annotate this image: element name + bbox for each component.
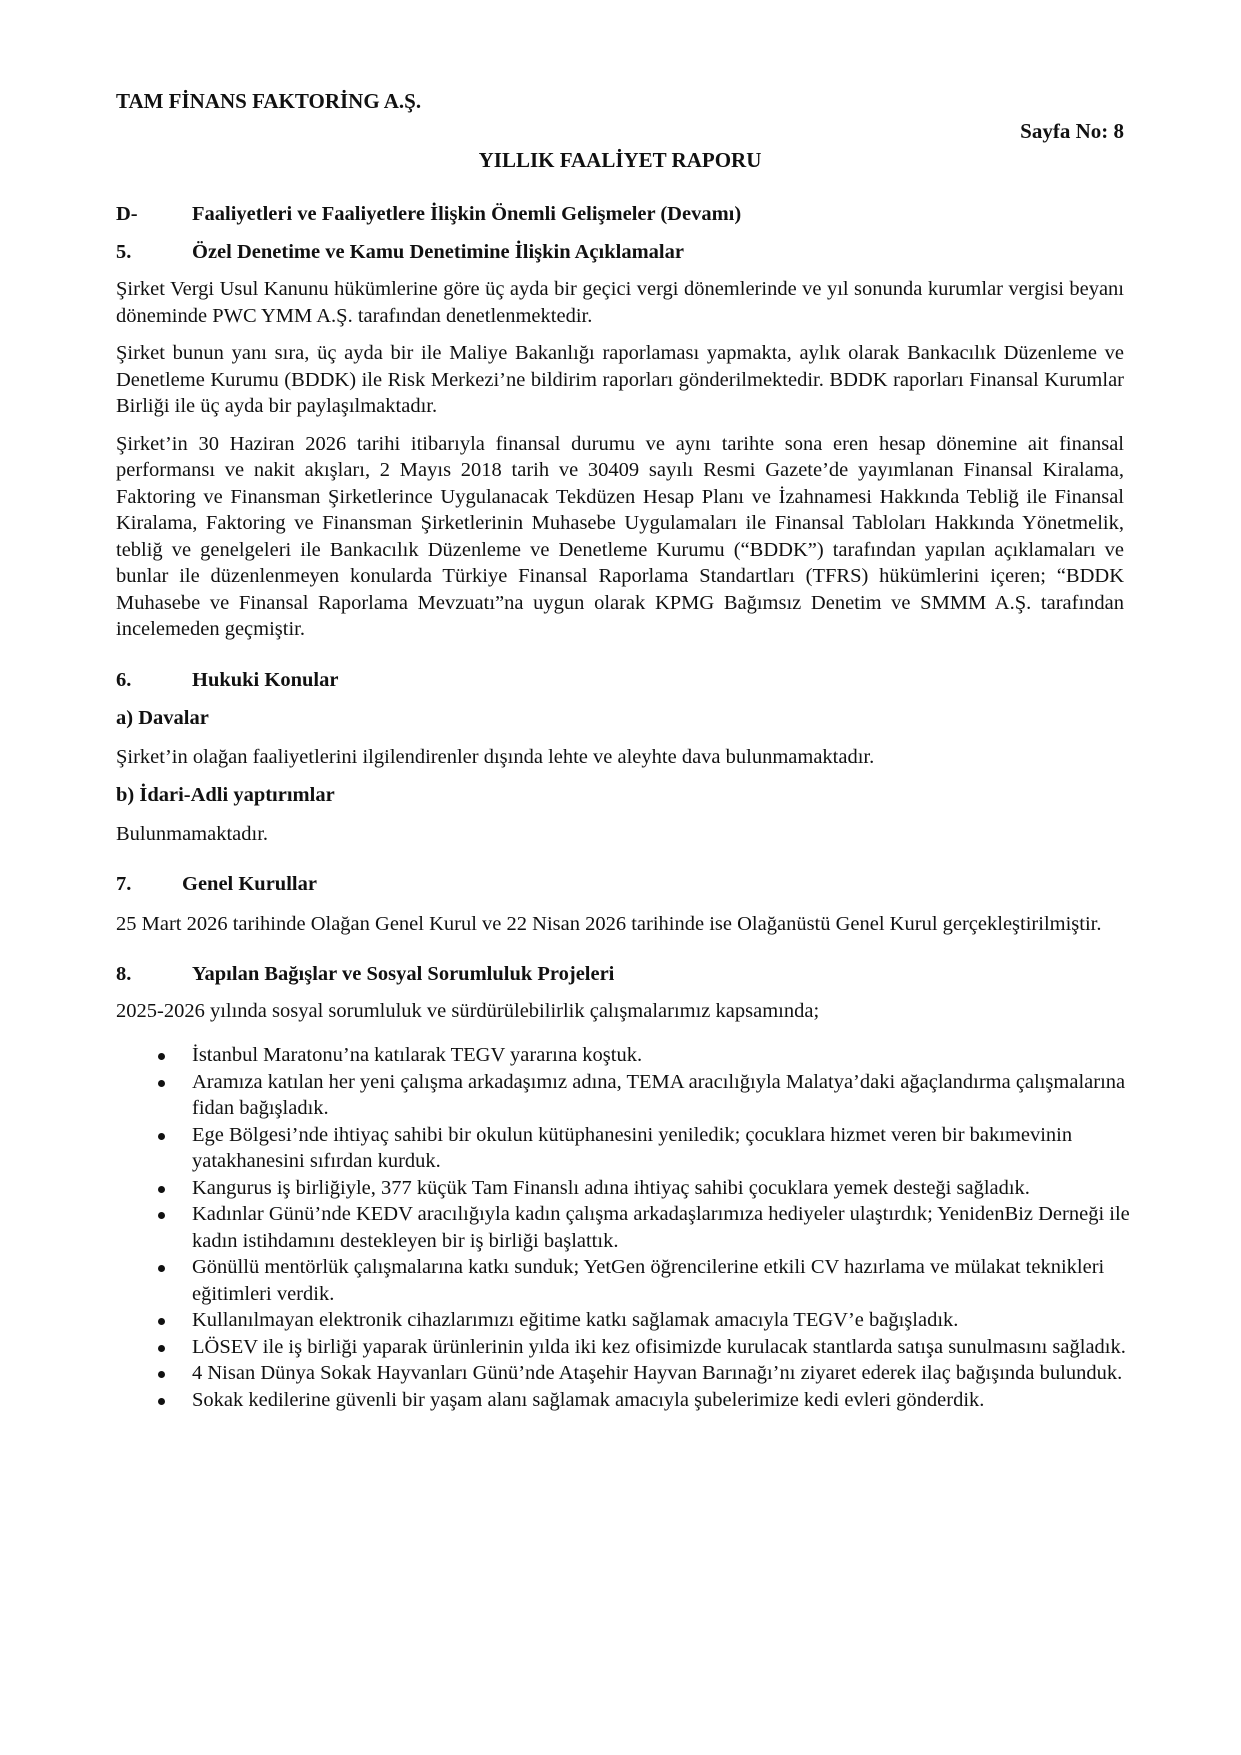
bullet-icon bbox=[158, 1133, 165, 1140]
section-7-title: Genel Kurullar bbox=[182, 873, 317, 895]
section-8-intro: 2025-2026 yılında sosyal sorumluluk ve sürdürülebilirlik çalışmalarımız kapsamında; bbox=[116, 999, 820, 1022]
bullet-icon bbox=[158, 1053, 165, 1060]
section-d-number: D- bbox=[116, 203, 138, 225]
section-7-text: 25 Mart 2026 tarihinde Olağan Genel Kurul ve 22 Nisan 2026 tarihinde ise Olağanüstü Genel Kurul gerçekleştirilmiştir. bbox=[116, 912, 1102, 935]
section-8-number: 8. bbox=[116, 963, 132, 985]
document-page bbox=[116, 88, 1130, 1413]
section-5-number: 5. bbox=[116, 240, 132, 263]
bullet-icon bbox=[158, 1265, 165, 1272]
section-7-heading bbox=[116, 871, 1124, 898]
list-item-text: Aramıza katılan her yeni çalışma arkadaşımız adına, TEMA aracılığıyla Malatya’daki ağaçlandırma çalışmalarına fidan bağışladık. bbox=[192, 1070, 1126, 1119]
section-6-number: 6. bbox=[116, 668, 132, 691]
section-5-heading bbox=[116, 239, 1124, 266]
section-6-title: Hukuki Konular bbox=[192, 668, 339, 691]
section-6a-text: Şirket’in olağan faaliyetlerini ilgilendirenler dışında lehte ve aleyhte dava bulunmamaktadır. bbox=[116, 745, 875, 768]
section-8-title: Yapılan Bağışlar ve Sosyal Sorumluluk Projeleri bbox=[192, 963, 615, 985]
section-6b-text: Bulunmamaktadır. bbox=[116, 822, 269, 845]
list-item-text: Sokak kedilerine güvenli bir yaşam alanı sağlamak amacıyla şubelerimize kedi evleri gönderdik. bbox=[192, 1388, 985, 1411]
list-item bbox=[192, 1334, 1162, 1361]
list-item-text: Kangurus iş birliğiyle, 377 küçük Tam Finanslı adına ihtiyaç sahibi çocuklara yemek desteği sağladık. bbox=[192, 1176, 1030, 1199]
list-item bbox=[192, 1122, 1162, 1175]
list-item-text: Kullanılmayan elektronik cihazlarımızı eğitime katkı sağlamak amacıyla TEGV’e bağışladık. bbox=[192, 1309, 959, 1331]
section-d-heading bbox=[116, 201, 1124, 228]
list-item-text: 4 Nisan Dünya Sokak Hayvanları Günü’nde Ataşehir Hayvan Barınağı’nı ziyaret ederek ilaç bağışında bulunduk. bbox=[192, 1362, 1123, 1384]
list-item bbox=[192, 1360, 1162, 1387]
bullet-icon bbox=[158, 1398, 165, 1405]
bullet-icon bbox=[158, 1080, 165, 1087]
bullet-icon bbox=[158, 1318, 165, 1325]
list-item-text: İstanbul Maratonu’na katılarak TEGV yararına koştuk. bbox=[192, 1044, 643, 1066]
list-item-text: Ege Bölgesi’nde ihtiyaç sahibi bir okulun kütüphanesini yeniledik; çocuklara hizmet veren bir bakımevinin yatakhanesini sıfırdan kurduk. bbox=[192, 1123, 1073, 1172]
list-item-text: LÖSEV ile iş birliği yaparak ürünlerinin yılda iki kez ofisimizde kurulacak stantlarda satışa sunulmasını sağladık. bbox=[192, 1335, 1126, 1358]
bullet-icon bbox=[158, 1212, 165, 1219]
list-item bbox=[192, 1201, 1162, 1254]
list-item bbox=[192, 1069, 1162, 1122]
section-6a-title: a) Davalar bbox=[116, 707, 209, 729]
section-5-title: Özel Denetime ve Kamu Denetimine İlişkin Açıklamalar bbox=[192, 240, 684, 263]
section-5-paragraph-3: Şirket’in 30 Haziran 2026 tarihi itibarıyla finansal durumu ve aynı tarihte sona eren hesap dönemine ait finansal performansı ve nakit akışları, 2 Mayıs 2018 tarih ve 30409 sayılı Resmi Gazete’de yayımlanan Finansal Kiralama, Faktoring ve Finansman Şirketlerince Uygulanacak Tekdüzen Hesap Planı ve İzahnamesi Hakkında Tebliğ ile Finansal Kiralama, Faktoring ve Finansman Şirketlerinin Muhasebe Uygulamaları ile Finansal Tabloları Hakkında Yönetmelik, tebliğ ve genelgeleri ile Bankacılık Düzenleme ve Denetleme Kurumu (“BDDK”) tarafından yapılan açıklamaları ve bunlar ile düzenlenmeyen konularda Türkiye Finansal Raporlama Standartları (TFRS) hükümlerini içeren; “BDDK Muhasebe ve Finansal Raporlama Mevzuatı”na uygun olarak KPMG Bağımsız Denetim ve SMMM A.Ş. tarafından incelemeden geçmiştir. bbox=[116, 432, 1124, 640]
section-6-heading bbox=[116, 667, 1124, 694]
projects-list bbox=[116, 1042, 1162, 1413]
list-item bbox=[192, 1387, 1162, 1414]
bullet-icon bbox=[158, 1345, 165, 1352]
section-5-paragraph-1: Şirket Vergi Usul Kanunu hükümlerine göre üç ayda bir geçici vergi dönemlerinde ve yıl sonunda kurumlar vergisi beyanı döneminde PWC YMM A.Ş. tarafından denetlenmektedir. bbox=[116, 278, 1124, 327]
list-item-text: Gönüllü mentörlük çalışmalarına katkı sunduk; YetGen öğrencilerine etkili CV hazırlama ve mülakat teknikleri eğitimleri verdik. bbox=[192, 1256, 1105, 1305]
report-title: YILLIK FAALİYET RAPORU bbox=[478, 148, 762, 172]
list-item bbox=[192, 1307, 1162, 1334]
list-item bbox=[192, 1175, 1162, 1202]
page-number: Sayfa No: 8 bbox=[1020, 119, 1124, 143]
section-7-number: 7. bbox=[116, 873, 132, 895]
section-6b-title: b) İdari-Adli yaptırımlar bbox=[116, 784, 335, 806]
company-name: TAM FİNANS FAKTORİNG A.Ş. bbox=[116, 89, 422, 113]
bullet-icon bbox=[158, 1186, 165, 1193]
bullet-icon bbox=[158, 1371, 165, 1378]
section-8-heading bbox=[116, 961, 1124, 988]
list-item-text: Kadınlar Günü’nde KEDV aracılığıyla kadın çalışma arkadaşlarımıza hediyeler ulaştırdık; YenidenBiz Derneği ile kadın istihdamını destekleyen bir iş birliği başlattık. bbox=[192, 1203, 1130, 1252]
section-d-title: Faaliyetleri ve Faaliyetlere İlişkin Önemli Gelişmeler (Devamı) bbox=[192, 203, 742, 225]
list-item bbox=[192, 1254, 1162, 1307]
list-item bbox=[192, 1042, 1162, 1069]
section-5-paragraph-2: Şirket bunun yanı sıra, üç ayda bir ile Maliye Bakanlığı raporlaması yapmakta, aylık olarak Bankacılık Düzenleme ve Denetleme Kurumu (BDDK) ile Risk Merkezi’ne bildirim raporları gönderilmektedir. BDDK raporları Finansal Kurumlar Birliği ile üç ayda bir paylaşılmaktadır. bbox=[116, 342, 1124, 417]
